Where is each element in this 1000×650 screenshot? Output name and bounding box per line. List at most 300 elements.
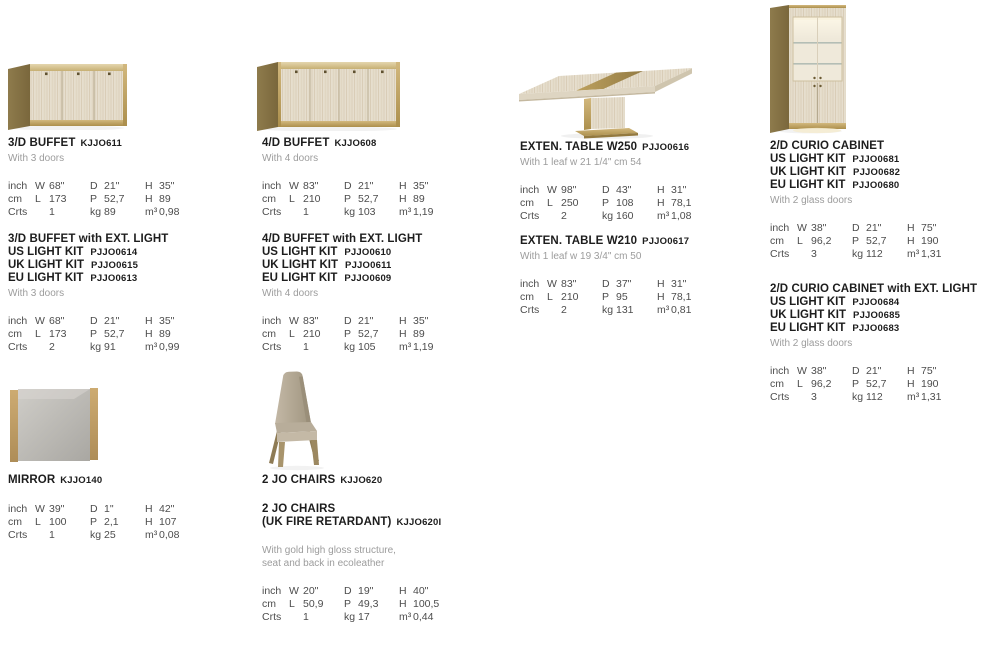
spec-value: 3: [811, 247, 817, 260]
spec-table: [770, 222, 1000, 261]
product-name: 4/D BUFFET: [262, 137, 330, 149]
light-kit-code: PJJO0611: [345, 259, 392, 271]
product-name: 2/D CURIO CABINET: [770, 140, 885, 152]
spec-table: [770, 365, 1000, 404]
spec-unit-label: Crts: [262, 611, 282, 623]
spec-dimension-prefix: D: [90, 502, 98, 515]
spec-cell: [35, 206, 90, 219]
light-kit-name: UK LIGHT KIT: [770, 165, 847, 178]
spec-value: 112: [866, 247, 883, 260]
spec-cell: [145, 180, 200, 193]
product-name: 3/D BUFFET with EXT. LIGHT: [8, 233, 169, 245]
spec-dimension-prefix: D: [90, 179, 98, 192]
spec-cell: [907, 378, 962, 391]
spec-cell: [399, 315, 454, 328]
spec-value: 95: [616, 290, 628, 303]
spec-value: 21": [358, 314, 374, 327]
product-name-line1: 2 JO CHAIRS: [262, 503, 336, 515]
spec-value: 1,31: [921, 390, 942, 403]
spec-dimension-prefix: H: [907, 221, 915, 234]
light-kit-line: [770, 309, 1000, 322]
spec-dimension-prefix: [35, 206, 49, 219]
spec-cell: [35, 503, 90, 516]
spec-dimension-prefix: [289, 206, 303, 219]
spec-dimension-prefix: L: [797, 234, 803, 247]
light-kit-name: UK LIGHT KIT: [770, 308, 847, 321]
spec-dimension-prefix: kg: [344, 205, 356, 218]
light-kit-code: PJJO0615: [91, 259, 139, 271]
spec-cell: [399, 598, 454, 611]
spec-value: 98": [561, 183, 577, 196]
spec-unit-label: inch: [520, 277, 540, 290]
spec-value: 131: [616, 303, 634, 316]
product-description: With 1 leaf w 19 3/4" cm 50: [520, 250, 642, 262]
product-code: KJJO611: [80, 138, 122, 149]
light-kit-name: US LIGHT KIT: [8, 245, 84, 258]
spec-unit-label: Crts: [8, 205, 28, 218]
spec-value: 2: [49, 340, 55, 353]
spec-value: 103: [358, 205, 376, 218]
spec-dimension-prefix: H: [399, 327, 407, 340]
spec-value: 52,7: [358, 192, 379, 205]
spec-value: 35": [413, 179, 429, 192]
spec-dimension-prefix: kg: [344, 611, 356, 623]
spec-value: 190: [921, 377, 939, 390]
spec-cell: [289, 315, 344, 328]
spec-row: [8, 529, 258, 542]
spec-cell: [35, 328, 90, 341]
spec-dimension-prefix: W: [35, 502, 45, 515]
spec-cell: [90, 315, 145, 328]
spec-row: [8, 315, 258, 328]
spec-dimension-prefix: H: [907, 234, 915, 247]
spec-value: 1: [303, 340, 309, 353]
spec-value: 1: [49, 205, 55, 218]
spec-value: 0,44: [413, 611, 434, 623]
spec-value: 210: [303, 327, 321, 340]
light-kit-line: [8, 246, 258, 259]
spec-value: 2: [561, 209, 567, 222]
spec-cell: [344, 206, 399, 219]
product-name: 2/D CURIO CABINET with EXT. LIGHT: [770, 283, 978, 295]
spec-row: [520, 210, 770, 223]
spec-dimension-prefix: H: [657, 196, 665, 209]
spec-cell: [399, 341, 454, 354]
light-kit-code: PJJO0609: [344, 273, 392, 285]
spec-dimension-prefix: H: [399, 585, 407, 597]
spec-cell: [344, 598, 399, 611]
spec-dimension-prefix: D: [344, 585, 352, 597]
product-description-line1: With gold high gloss structure,: [262, 545, 396, 556]
product-title: [262, 233, 512, 246]
spec-row: [8, 206, 258, 219]
spec-cell: [145, 516, 200, 529]
spec-cell: [602, 278, 657, 291]
spec-row: [770, 235, 1000, 248]
spec-row: [8, 341, 258, 354]
spec-cell: [90, 193, 145, 206]
jo-chair-image: [264, 371, 334, 476]
spec-unit-label: inch: [262, 314, 282, 327]
spec-unit-label: Crts: [770, 247, 790, 260]
spec-dimension-prefix: [797, 248, 811, 261]
spec-unit-label: Crts: [520, 303, 540, 316]
spec-dimension-prefix: L: [35, 515, 41, 528]
buffet-4-door-image: [257, 58, 400, 136]
product-description: With 3 doors: [8, 152, 65, 164]
spec-dimension-prefix: D: [602, 183, 610, 196]
spec-value: 190: [921, 234, 939, 247]
spec-value: 100,5: [413, 598, 440, 610]
spec-cell: [657, 291, 712, 304]
spec-dimension-prefix: L: [547, 290, 553, 303]
spec-cell: [547, 278, 602, 291]
section-mirror: [8, 474, 258, 542]
spec-cell: [90, 180, 145, 193]
product-title: [770, 140, 1000, 153]
spec-row: [262, 180, 512, 193]
spec-cell: [90, 516, 145, 529]
light-kit-line: [8, 272, 258, 285]
light-kit-name: US LIGHT KIT: [770, 152, 846, 165]
spec-value: 21": [866, 364, 882, 377]
spec-value: 96,2: [811, 377, 832, 390]
light-kit-line: [770, 322, 1000, 335]
spec-unit-label: inch: [262, 179, 282, 192]
spec-cell: [35, 341, 90, 354]
light-kit-code: PJJO0614: [90, 246, 138, 258]
spec-value: 0,98: [159, 205, 180, 218]
spec-value: 52,7: [866, 234, 887, 247]
spec-cell: [852, 391, 907, 404]
spec-row: [8, 516, 258, 529]
spec-value: 89: [159, 192, 171, 205]
spec-dimension-prefix: H: [399, 314, 407, 327]
spec-cell: [602, 197, 657, 210]
spec-dimension-prefix: H: [145, 515, 153, 528]
spec-dimension-prefix: [547, 304, 561, 317]
spec-row: [520, 304, 770, 317]
light-kit-code: PJJO0683: [852, 323, 900, 335]
spec-cell: [399, 611, 454, 624]
spec-value: 89: [159, 327, 171, 340]
spec-cell: [289, 193, 344, 206]
spec-row: [262, 328, 512, 341]
light-kit-list: [770, 296, 1000, 336]
spec-table: [8, 315, 258, 354]
spec-dimension-prefix: W: [289, 314, 299, 327]
spec-unit-label: cm: [770, 234, 784, 247]
extension-table-image: [517, 56, 692, 145]
spec-dimension-prefix: kg: [852, 247, 864, 260]
spec-unit-label: cm: [520, 290, 534, 303]
light-kit-list: [770, 153, 1000, 193]
spec-cell: [145, 529, 200, 542]
spec-value: 38": [811, 364, 827, 377]
spec-unit-label: inch: [8, 179, 28, 192]
product-description: With 4 doors: [262, 287, 319, 299]
spec-cell: [547, 304, 602, 317]
spec-value: 1: [303, 205, 309, 218]
spec-value: 20": [303, 585, 319, 597]
spec-row: [520, 184, 770, 197]
product-name: EXTEN. TABLE W250: [520, 141, 638, 153]
spec-unit-label: inch: [8, 314, 28, 327]
spec-value: 210: [561, 290, 579, 303]
spec-cell: [344, 315, 399, 328]
spec-value: 173: [49, 192, 67, 205]
light-kit-line: [770, 179, 1000, 192]
product-title: [262, 503, 512, 516]
spec-unit-label: Crts: [770, 390, 790, 403]
spec-dimension-prefix: W: [797, 221, 807, 234]
spec-cell: [145, 328, 200, 341]
spec-cell: [657, 304, 712, 317]
spec-value: 2: [561, 303, 567, 316]
spec-row: [520, 291, 770, 304]
spec-dimension-prefix: m³: [399, 205, 412, 218]
spec-cell: [907, 248, 962, 261]
spec-dimension-prefix: [547, 210, 561, 223]
section-3d-buffet-ext-light: [8, 233, 258, 354]
buffet-4-door-svg: [257, 58, 400, 131]
spec-dimension-prefix: P: [90, 515, 98, 528]
spec-value: 68": [49, 314, 65, 327]
spec-row: [770, 378, 1000, 391]
spec-value: 40": [413, 585, 429, 597]
spec-cell: [145, 206, 200, 219]
spec-dimension-prefix: [289, 611, 303, 624]
spec-table: [520, 278, 770, 317]
spec-value: 250: [561, 196, 579, 209]
section-3d-buffet: [8, 137, 258, 219]
spec-value: 89: [104, 205, 116, 218]
spec-dimension-prefix: L: [35, 327, 41, 340]
spec-value: 1,31: [921, 247, 942, 260]
spec-value: 1": [104, 502, 114, 515]
spec-row: [770, 248, 1000, 261]
spec-value: 3: [811, 390, 817, 403]
product-code: PJJO0616: [642, 142, 690, 153]
spec-value: 89: [413, 192, 425, 205]
spec-unit-label: Crts: [8, 528, 28, 541]
spec-cell: [547, 197, 602, 210]
spec-unit-label: cm: [8, 192, 22, 205]
spec-cell: [399, 206, 454, 219]
spec-value: 35": [413, 314, 429, 327]
product-code: KJJO608: [334, 138, 377, 149]
spec-dimension-prefix: P: [602, 196, 610, 209]
spec-dimension-prefix: [797, 391, 811, 404]
product-code: KJJO620: [340, 475, 383, 486]
spec-cell: [289, 328, 344, 341]
product-title: [262, 137, 512, 151]
light-kit-name: EU LIGHT KIT: [770, 322, 846, 335]
spec-unit-label: inch: [770, 364, 790, 377]
product-code: KJJO140: [60, 475, 103, 486]
spec-value: 1,19: [413, 205, 434, 218]
light-kit-name: US LIGHT KIT: [770, 295, 846, 308]
spec-value: 31": [671, 277, 687, 290]
spec-dimension-prefix: H: [907, 364, 915, 377]
spec-unit-label: Crts: [262, 205, 282, 218]
spec-value: 49,3: [358, 598, 379, 610]
spec-dimension-prefix: kg: [90, 528, 102, 541]
spec-value: 0,81: [671, 303, 692, 316]
spec-unit-label: Crts: [8, 340, 28, 353]
spec-dimension-prefix: kg: [90, 205, 102, 218]
spec-value: 107: [159, 515, 177, 528]
spec-value: 43": [616, 183, 632, 196]
spec-cell: [797, 378, 852, 391]
product-name: MIRROR: [8, 474, 56, 486]
spec-cell: [90, 529, 145, 542]
spec-row: [262, 193, 512, 206]
spec-unit-label: Crts: [520, 209, 540, 222]
extension-table-svg: [517, 56, 692, 140]
light-kit-list: [8, 246, 258, 286]
spec-value: 52,7: [358, 327, 379, 340]
mirror-svg: [10, 387, 98, 464]
spec-value: 108: [616, 196, 634, 209]
spec-dimension-prefix: m³: [907, 247, 920, 260]
light-kit-code: PJJO0610: [344, 246, 392, 258]
spec-cell: [547, 184, 602, 197]
light-kit-line: [262, 272, 512, 285]
spec-unit-label: Crts: [262, 340, 282, 353]
spec-unit-label: cm: [262, 598, 276, 610]
spec-row: [520, 197, 770, 210]
spec-dimension-prefix: P: [852, 377, 860, 390]
spec-value: 100: [49, 515, 67, 528]
spec-unit-label: cm: [262, 327, 276, 340]
spec-dimension-prefix: W: [547, 277, 557, 290]
spec-dimension-prefix: W: [547, 183, 557, 196]
spec-dimension-prefix: H: [907, 377, 915, 390]
light-kit-line: [770, 166, 1000, 179]
light-kit-name: UK LIGHT KIT: [8, 258, 85, 271]
spec-cell: [35, 193, 90, 206]
section-4d-buffet: [262, 137, 512, 219]
spec-cell: [797, 365, 852, 378]
spec-cell: [344, 585, 399, 598]
spec-dimension-prefix: m³: [145, 340, 158, 353]
spec-dimension-prefix: m³: [657, 303, 670, 316]
section-curio-cabinet-ext-light: [770, 283, 1000, 404]
spec-dimension-prefix: [35, 529, 49, 542]
spec-unit-label: cm: [262, 192, 276, 205]
spec-unit-label: cm: [520, 196, 534, 209]
spec-cell: [90, 503, 145, 516]
spec-dimension-prefix: H: [145, 327, 153, 340]
product-description: With 2 glass doors: [770, 337, 853, 349]
spec-value: 83": [561, 277, 577, 290]
spec-table: [262, 315, 512, 354]
spec-row: [262, 611, 512, 624]
spec-dimension-prefix: m³: [907, 390, 920, 403]
spec-row: [262, 341, 512, 354]
spec-cell: [90, 341, 145, 354]
spec-cell: [289, 585, 344, 598]
spec-unit-label: inch: [262, 585, 282, 597]
spec-table: [262, 180, 512, 219]
spec-dimension-prefix: m³: [399, 340, 412, 353]
product-title: [770, 283, 1000, 296]
spec-dimension-prefix: [35, 341, 49, 354]
section-curio-cabinet: [770, 140, 1000, 261]
spec-table: [262, 585, 512, 624]
spec-cell: [344, 341, 399, 354]
spec-unit-label: inch: [770, 221, 790, 234]
spec-dimension-prefix: P: [344, 598, 352, 610]
spec-row: [8, 193, 258, 206]
product-code: PJJO0617: [642, 236, 690, 247]
spec-value: 52,7: [104, 327, 125, 340]
spec-cell: [602, 184, 657, 197]
spec-value: 21": [104, 179, 120, 192]
product-name: 4/D BUFFET with EXT. LIGHT: [262, 233, 423, 245]
spec-value: 19": [358, 585, 374, 597]
section-jo-chairs-fire-retardant: [262, 503, 512, 624]
spec-row: [8, 328, 258, 341]
spec-value: 1,08: [671, 209, 692, 222]
spec-cell: [344, 611, 399, 624]
spec-value: 83": [303, 179, 319, 192]
spec-row: [770, 391, 1000, 404]
spec-cell: [657, 197, 712, 210]
spec-value: 89: [413, 327, 425, 340]
spec-value: 52,7: [104, 192, 125, 205]
product-description: With 4 doors: [262, 152, 319, 164]
spec-dimension-prefix: H: [399, 179, 407, 192]
spec-row: [8, 503, 258, 516]
spec-cell: [289, 206, 344, 219]
spec-row: [520, 278, 770, 291]
spec-cell: [35, 315, 90, 328]
spec-cell: [602, 210, 657, 223]
spec-dimension-prefix: kg: [852, 390, 864, 403]
spec-dimension-prefix: m³: [399, 611, 412, 623]
spec-cell: [852, 378, 907, 391]
spec-row: [770, 365, 1000, 378]
spec-row: [262, 315, 512, 328]
spec-dimension-prefix: H: [145, 179, 153, 192]
section-4d-buffet-ext-light: [262, 233, 512, 354]
spec-row: [8, 180, 258, 193]
curio-cabinet-image: [770, 3, 846, 139]
spec-unit-label: cm: [770, 377, 784, 390]
product-description: With 3 doors: [8, 287, 65, 299]
light-kit-code: PJJO0681: [852, 153, 900, 165]
spec-row: [262, 585, 512, 598]
spec-value: 42": [159, 502, 175, 515]
spec-value: 21": [866, 221, 882, 234]
spec-value: 1,19: [413, 340, 434, 353]
spec-cell: [907, 365, 962, 378]
spec-cell: [852, 248, 907, 261]
light-kit-name: US LIGHT KIT: [262, 245, 338, 258]
spec-dimension-prefix: W: [35, 179, 45, 192]
spec-value: 38": [811, 221, 827, 234]
spec-dimension-prefix: W: [797, 364, 807, 377]
product-description: With 2 glass doors: [770, 194, 853, 206]
spec-cell: [797, 222, 852, 235]
spec-value: 112: [866, 390, 883, 403]
spec-cell: [907, 235, 962, 248]
spec-dimension-prefix: H: [399, 192, 407, 205]
spec-value: 21": [358, 179, 374, 192]
spec-cell: [547, 291, 602, 304]
